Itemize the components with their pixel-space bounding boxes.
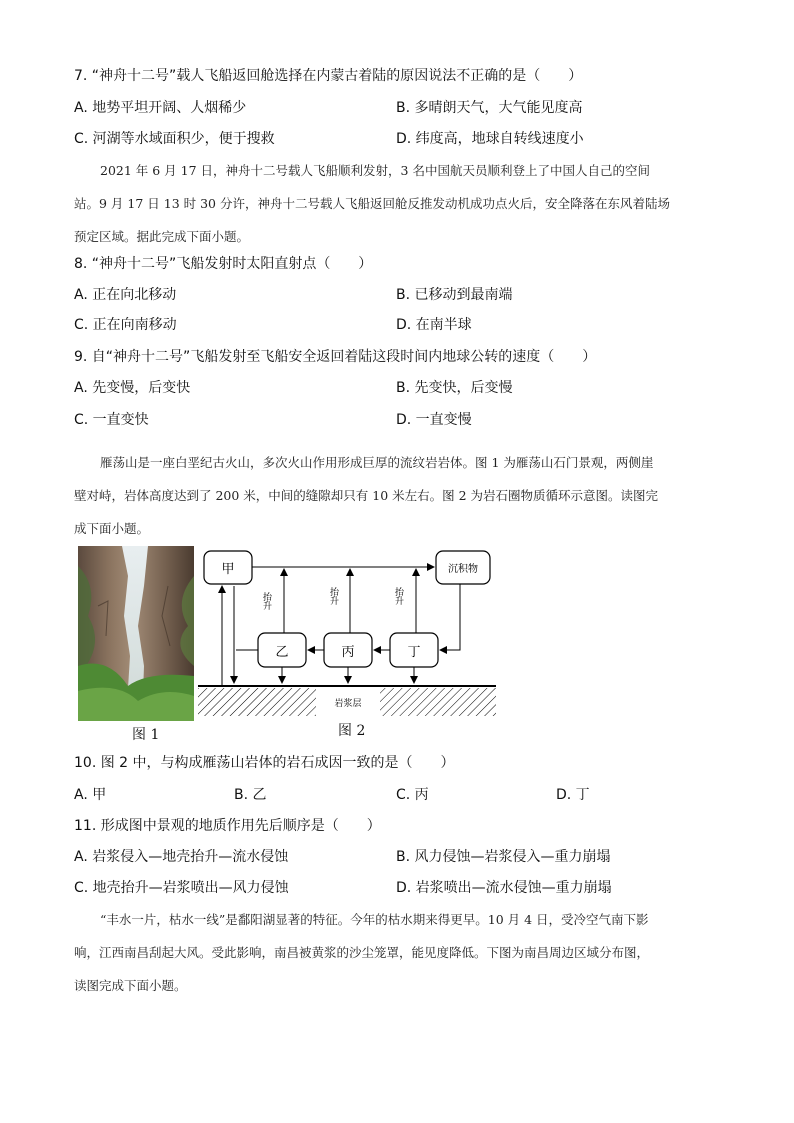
passage2-line3: 成下面小题。 bbox=[74, 521, 150, 536]
passage-poyang bbox=[74, 903, 724, 1002]
label-ding: 丁 bbox=[407, 645, 421, 660]
q8-option-c: C. 正在向南移动 bbox=[74, 317, 177, 333]
q7-option-c: C. 河湖等水域面积少，便于搜救 bbox=[74, 131, 275, 147]
q9-option-a: A. 先变慢，后变快 bbox=[74, 380, 191, 396]
yandang-photo bbox=[78, 546, 194, 721]
q7-option-b: B. 多晴朗天气，大气能见度高 bbox=[396, 100, 583, 116]
q9-option-b: B. 先变快，后变慢 bbox=[396, 380, 513, 396]
q10-option-c: C. 丙 bbox=[396, 787, 429, 803]
passage2-line1: 雁荡山是一座白垩纪古火山，多次火山作用形成巨厚的流纹岩岩体。图 1 为雁荡山石门景观，两侧崖 bbox=[100, 455, 654, 470]
passage-shenzhou bbox=[74, 154, 724, 253]
q11-option-c: C. 地壳抬升—岩浆喷出—风力侵蚀 bbox=[74, 880, 289, 896]
uplift-label-3: 抬升 bbox=[393, 587, 403, 605]
q10-stem: 10. 图 2 中，与构成雁荡山岩体的岩石成因一致的是（ ） bbox=[74, 755, 455, 771]
passage-yandang bbox=[74, 446, 724, 545]
q11-option-a: A. 岩浆侵入—地壳抬升—流水侵蚀 bbox=[74, 849, 289, 865]
label-sediment: 沉积物 bbox=[448, 564, 478, 575]
passage3-line2: 响，江西南昌刮起大风。受此影响，南昌被黄浆的沙尘笼罩，能见度降低。下图为南昌周边区域分布图， bbox=[74, 945, 650, 960]
passage2-line2: 壁对峙，岩体高度达到了 200 米，中间的缝隙却只有 10 米左右。图 2 为岩石圈物质循环示意图。读图完 bbox=[74, 488, 659, 503]
uplift-label-2: 抬升 bbox=[328, 587, 338, 605]
passage3-line1: “丰水一片，枯水一线”是鄱阳湖显著的特征。今年的枯水期来得更早。10 月 4 日，受冷空气南下影 bbox=[100, 912, 649, 927]
q7-option-d: D. 纬度高，地球自转线速度小 bbox=[396, 131, 584, 147]
label-jia: 甲 bbox=[221, 562, 235, 577]
passage3-line3: 读图完成下面小题。 bbox=[74, 978, 187, 993]
q8-option-b: B. 已移动到最南端 bbox=[396, 287, 513, 303]
q8-stem: 8. “神舟十二号”飞船发射时太阳直射点（ ） bbox=[74, 256, 373, 272]
uplift-label-1: 抬升 bbox=[261, 592, 271, 610]
q9-option-c: C. 一直变快 bbox=[74, 412, 149, 428]
label-bing: 丙 bbox=[341, 645, 355, 660]
figure2-caption: 图 2 bbox=[338, 723, 366, 739]
passage1-line1: 2021 年 6 月 17 日，神舟十二号载人飞船顺利发射，3 名中国航天员顺利登上了中国人自己的空间 bbox=[100, 163, 650, 178]
q11-option-b: B. 风力侵蚀—岩浆侵入—重力崩塌 bbox=[396, 849, 611, 865]
q10-option-d: D. 丁 bbox=[556, 787, 590, 803]
q11-stem: 11. 形成图中景观的地质作用先后顺序是（ ） bbox=[74, 818, 381, 834]
q8-option-d: D. 在南半球 bbox=[396, 317, 472, 333]
q10-option-a: A. 甲 bbox=[74, 787, 107, 803]
q9-option-d: D. 一直变慢 bbox=[396, 412, 472, 428]
q11-option-d: D. 岩浆喷出—流水侵蚀—重力崩塌 bbox=[396, 880, 612, 896]
passage1-line2: 站。9 月 17 日 13 时 30 分许，神舟十二号载人飞船返回舱反推发动机成功点火后，安全降落在东风着陆场 bbox=[74, 196, 670, 211]
q7-option-a: A. 地势平坦开阔、人烟稀少 bbox=[74, 100, 247, 116]
q8-option-a: A. 正在向北移动 bbox=[74, 287, 177, 303]
label-yi: 乙 bbox=[275, 645, 289, 660]
figure1-caption: 图 1 bbox=[132, 727, 160, 743]
q9-stem: 9. 自“神舟十二号”飞船发射至飞船安全返回着陆这段时间内地球公转的速度（ ） bbox=[74, 349, 597, 365]
q7-stem: 7. “神舟十二号”载人飞船返回舱选择在内蒙古着陆的原因说法不正确的是（ ） bbox=[74, 68, 583, 84]
passage1-line3: 预定区域。据此完成下面小题。 bbox=[74, 229, 250, 244]
q10-option-b: B. 乙 bbox=[234, 787, 267, 803]
label-magma: 岩浆层 bbox=[334, 699, 362, 709]
rock-cycle-diagram bbox=[196, 546, 506, 721]
